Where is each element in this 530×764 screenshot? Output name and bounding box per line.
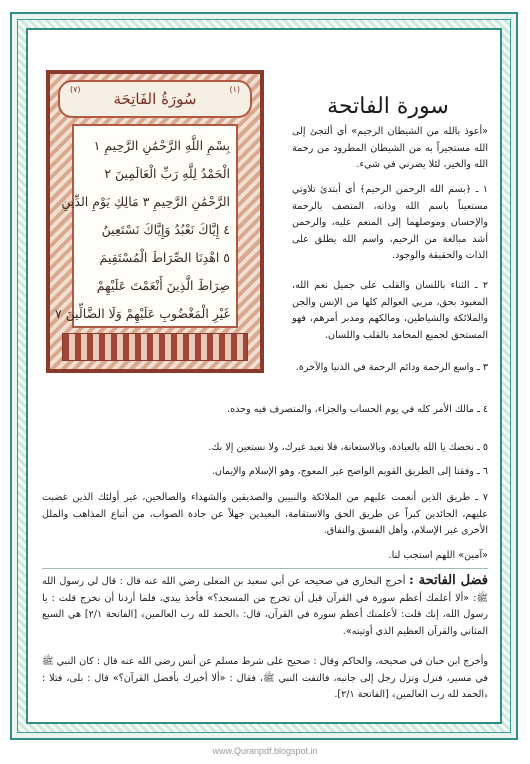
fadl-hadith-1: أخرج البخاري في صحيحه عن أبي سعيد بن المعلى رضي الله عنه قال : قال لي رسول الله ﷺ: «ألا أعلمك أعظم سورة في القرآن قبل أن تخرج من المسجد؟» فأخذ بيدي، فلما أردنا أن نخرج قلت : يا رسول الله، إنك قلت: لأعلمنك أعظم سورة في القرآن، قال: ﴿الحمد لله رب العالمين﴾ [الفاتحة ٢/١] هي السبع المثاني والقرآن العظيم الذي أوتيته». <box>42 576 489 637</box>
tafsir-verse-3: ٣ ـ واسع الرحمة ودائم الرحمة في الدنيا والآخرة. <box>295 362 488 373</box>
intro-paragraph: «أعوذ بالله من الشيطان الرجيم» أي ألتجئ إلى الله مستجيراً به من الشيطان المطرود من رحمة الله والخير، لئلا يضرني في شيء. <box>292 126 488 170</box>
surah-title: سورة الفاتحة <box>327 94 449 119</box>
section-divider <box>42 568 488 569</box>
verse-line: ٤ إِيَّاكَ نَعْبُدُ وَإِيَّاكَ نَسْتَعِينُ <box>101 222 230 237</box>
tafsir-verse-4: ٤ ـ مالك الأمر كله في يوم الحساب والجزاء، والمتصرف فيه وحده. <box>227 404 488 415</box>
verse-line: ٥ اهْدِنَا الصِّرَاطَ الْمُسْتَقِيمَ <box>99 250 230 265</box>
tafsir-verse-2: ٢ ـ الثناء باللسان والقلب على جميل نعم الله، المعبود بحق، مربي العوالم كلها من الإنس والجن والملائكة والشياطين، ومالكهم ومدبر أمرهم، فهو المستحق لجميع المحامد بالقلب واللسان. <box>292 280 488 341</box>
amin-line: «آمين» اللهم استجب لنا. <box>388 550 488 561</box>
panel-title: سُورَةُ الفَاتِحَة <box>113 90 197 108</box>
footer-url: www.Quranpdf.blogspot.in <box>212 746 318 756</box>
panel-ornament-footer <box>62 333 248 361</box>
mushaf-panel <box>46 70 264 373</box>
verse-line: صِرَاطَ الَّذِينَ أَنْعَمْتَ عَلَيْهِمْ <box>96 278 230 293</box>
verse-line: الرَّحْمَٰنِ الرَّحِيمِ ٣ مَالِكِ يَوْمِ الدِّينِ <box>61 194 230 209</box>
panel-header <box>58 80 252 118</box>
tafsir-verse-7: ٧ ـ طريق الذين أنعمت عليهم من الملائكة والنبيين والصديقين والشهداء والصالحين، غير أولئك الذين غضبت عليهم، الحائدين كبراً عن طريق الحق والاستقامة، البعيدين جهلاً عن جادة الصواب، من أتباع المذاهب والملل الأخرى غير الإسلام، وأهل الفسق والنفاق. <box>42 492 488 536</box>
panel-verses <box>54 124 238 328</box>
verse-line: الْحَمْدُ لِلَّهِ رَبِّ الْعَالَمِينَ ٢ <box>104 166 230 181</box>
panel-verse-count: (٧) <box>70 85 81 94</box>
tafsir-verse-1: ١ ـ ﴿بسم الله الرحمن الرحيم﴾ أي أبتدئ تلاوتي مستعيناً باسم الله وذاته، المتصف بالرحمة والإحسان وموصلهما إلى المنعم عليه، والرحمن أشد مبالغة من الرحيم، واسم الله يطلق على الذات والحقيقة والوجود. <box>292 184 488 261</box>
panel-surah-number: (١) <box>229 85 240 94</box>
verse-line: غَيْرِ الْمَغْضُوبِ عَلَيْهِمْ وَلَا الضَّالِّينَ ٧ <box>54 306 230 321</box>
tafsir-verse-6: ٦ ـ وفقنا إلى الطريق القويم الواضح غير المعوج، وهو الإسلام والإيمان. <box>211 466 488 477</box>
fadl-section <box>42 573 488 640</box>
tafsir-verse-5: ٥ ـ نخصك يا الله بالعبادة، وبالاستعانة، فلا نعبد غيرك، ولا نستعين إلا بك. <box>208 442 488 453</box>
verse-line: بِسْمِ اللَّهِ الرَّحْمَٰنِ الرَّحِيمِ ١ <box>93 138 230 153</box>
fadl-hadith-2: وأخرج ابن حبان في صحيحه، والحاكم وقال : صحيح على شرط مسلم عن أنس رضي الله عنه قال : كان النبي ﷺ في مسير، فنزل ونزل رجل إلى جانبه، فالتفت النبي ﷺ، فقال : «ألا أخبرك بأفضل القرآن؟» قال : بلى، فتلا : ﴿الحمد لله رب العالمين﴾ [الفاتحة ٢/١]. <box>42 656 488 700</box>
fadl-heading: فضل الفاتحة : <box>408 573 489 588</box>
